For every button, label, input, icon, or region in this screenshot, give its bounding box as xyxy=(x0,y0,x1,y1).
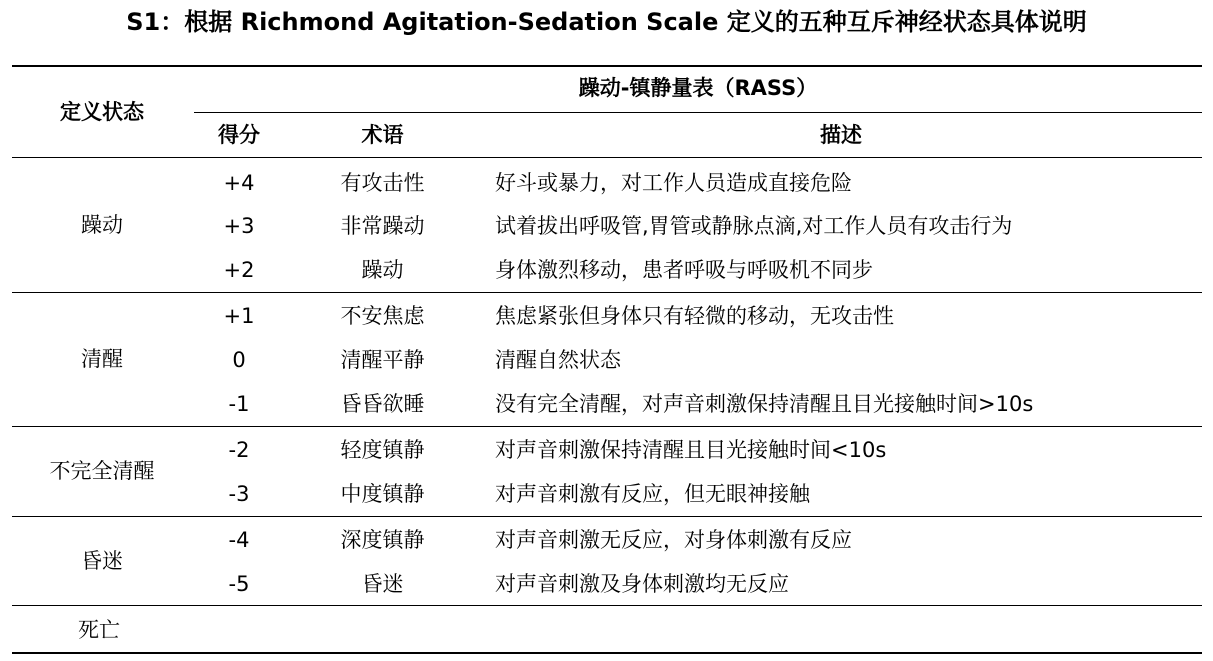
header-bottom-rule xyxy=(12,157,1202,158)
state-cell: 死亡 xyxy=(78,618,120,642)
header-state: 定义状态 xyxy=(60,100,144,124)
score-cell: -3 xyxy=(228,482,250,506)
description-cell: 对声音刺激保持清醒且目光接触时间<10s xyxy=(495,438,887,462)
score-cell: +1 xyxy=(223,304,255,328)
term-cell: 清醒平静 xyxy=(340,348,425,372)
score-cell: +4 xyxy=(223,171,255,195)
description-cell: 好斗或暴力，对工作人员造成直接危险 xyxy=(495,171,852,195)
term-cell: 非常躁动 xyxy=(340,214,425,238)
group-divider-2 xyxy=(12,426,1202,427)
description-cell: 对声音刺激及身体刺激均无反应 xyxy=(495,572,789,596)
table-bottom-rule xyxy=(12,652,1202,654)
description-cell: 身体激烈移动，患者呼吸与呼吸机不同步 xyxy=(495,258,873,282)
header-description: 描述 xyxy=(820,123,862,147)
group-divider-4 xyxy=(12,605,1202,606)
term-cell: 有攻击性 xyxy=(340,171,425,195)
group-divider-3 xyxy=(12,516,1202,517)
term-cell: 轻度镇静 xyxy=(340,438,425,462)
score-cell: -1 xyxy=(228,392,250,416)
term-cell: 中度镇静 xyxy=(340,482,425,506)
state-cell: 昏迷 xyxy=(81,549,123,573)
description-cell: 没有完全清醒，对声音刺激保持清醒且目光接触时间>10s xyxy=(495,392,1034,416)
term-cell: 昏迷 xyxy=(361,572,404,596)
term-cell: 不安焦虑 xyxy=(340,304,425,328)
term-cell: 躁动 xyxy=(361,258,404,282)
description-cell: 对声音刺激有反应，但无眼神接触 xyxy=(495,482,810,506)
table-top-rule xyxy=(12,65,1202,67)
score-cell: -5 xyxy=(228,572,250,596)
score-cell: +2 xyxy=(223,258,255,282)
score-cell: -2 xyxy=(228,438,250,462)
score-cell: -4 xyxy=(228,528,250,552)
header-score: 得分 xyxy=(218,123,260,147)
header-rass-scale: 躁动-镇静量表（RASS） xyxy=(578,76,818,100)
header-term: 术语 xyxy=(361,123,404,147)
group-divider-1 xyxy=(12,292,1202,293)
term-cell: 深度镇静 xyxy=(340,528,425,552)
state-cell: 躁动 xyxy=(81,213,123,237)
page-title: S1：根据 Richmond Agitation-Sedation Scale 定义的五种互斥神经状态具体说明 xyxy=(126,8,1087,36)
state-cell: 不完全清醒 xyxy=(49,459,155,483)
state-cell: 清醒 xyxy=(81,347,123,371)
header-sub-rule xyxy=(194,112,1202,113)
term-cell: 昏昏欲睡 xyxy=(340,392,425,416)
description-cell: 清醒自然状态 xyxy=(495,348,621,372)
description-cell: 焦虑紧张但身体只有轻微的移动，无攻击性 xyxy=(495,304,894,328)
score-cell: +3 xyxy=(223,214,255,238)
description-cell: 对声音刺激无反应，对身体刺激有反应 xyxy=(495,528,852,552)
description-cell: 试着拔出呼吸管,胃管或静脉点滴,对工作人员有攻击行为 xyxy=(495,214,1013,238)
score-cell: 0 xyxy=(232,348,246,372)
